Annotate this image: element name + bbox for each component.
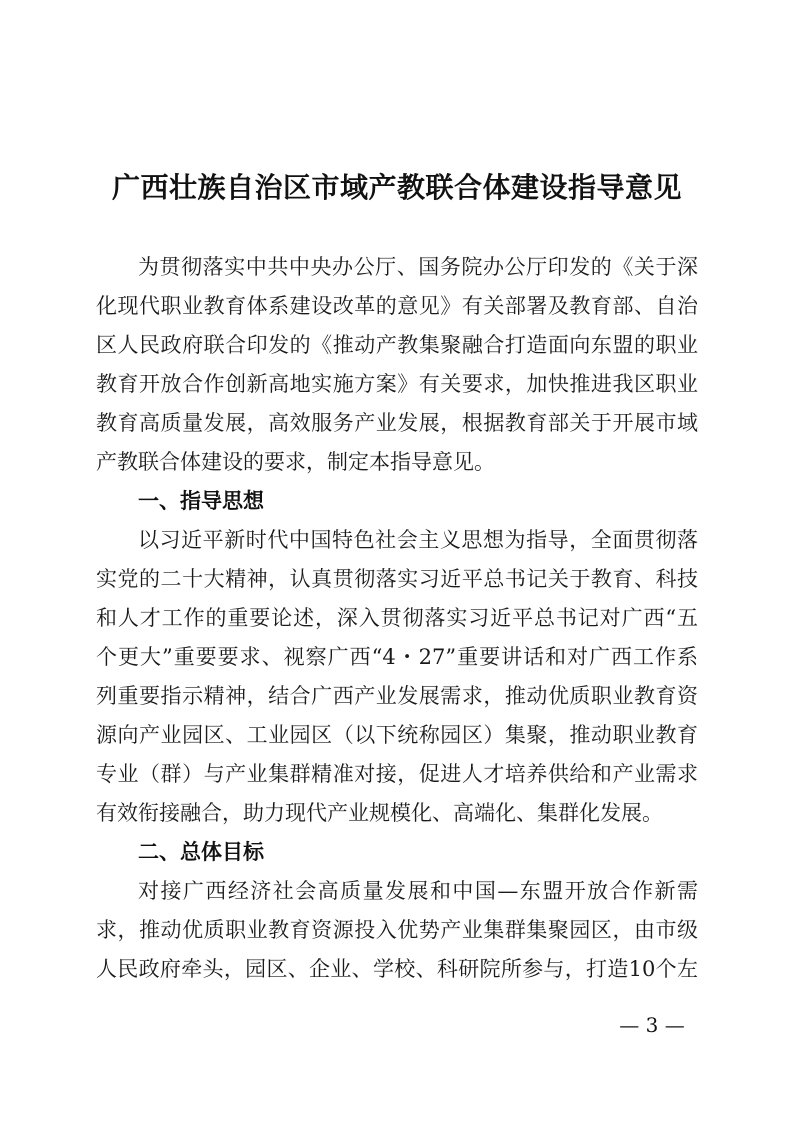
paragraph-line: 实党的二十大精神，认真贯彻落实习近平总书记关于教育、科技 xyxy=(96,567,698,591)
paragraph-line: 源向产业园区、工业园区（以下统称园区）集聚，推动职业教育 xyxy=(96,723,698,747)
paragraph-line: 和人才工作的重要论述，深入贯彻落实习近平总书记对广西“五 xyxy=(96,606,698,630)
paragraph-line: 教育开放合作创新高地实施方案》有关要求，加快推进我区职业 xyxy=(96,372,698,396)
page-number: — 3 — xyxy=(619,1013,685,1037)
document-title: 广西壮族自治区市域产教联合体建设指导意见 xyxy=(111,171,682,204)
section-heading-overall-goals: 二、总体目标 xyxy=(138,840,264,864)
paragraph-line: 人民政府牵头，园区、企业、学校、科研院所参与，打造10个左 xyxy=(96,957,698,981)
paragraph-line: 列重要指示精神，结合广西产业发展需求，推动优质职业教育资 xyxy=(96,684,698,708)
paragraph-line: 个更大”重要要求、视察广西“4・27”重要讲话和对广西工作系 xyxy=(96,645,698,669)
paragraph-line: 以习近平新时代中国特色社会主义思想为指导，全面贯彻落 xyxy=(138,528,698,552)
document-body xyxy=(96,248,698,989)
paragraph-line: 区人民政府联合印发的《推动产教集聚融合打造面向东盟的职业 xyxy=(96,333,698,357)
paragraph-line: 对接广西经济社会高质量发展和中国—东盟开放合作新需 xyxy=(138,879,698,903)
paragraph-line: 求，推动优质职业教育资源投入优势产业集群集聚园区，由市级 xyxy=(96,918,698,942)
paragraph-line: 化现代职业教育体系建设改革的意见》有关部署及教育部、自治 xyxy=(96,294,698,318)
paragraph-line: 专业（群）与产业集群精准对接，促进人才培养供给和产业需求 xyxy=(96,762,698,786)
section-heading-guiding-ideology: 一、指导思想 xyxy=(138,489,264,513)
paragraph-line: 有效衔接融合，助力现代产业规模化、高端化、集群化发展。 xyxy=(96,801,663,825)
paragraph-line: 产教联合体建设的要求，制定本指导意见。 xyxy=(96,450,495,474)
paragraph-line: 教育高质量发展，高效服务产业发展，根据教育部关于开展市域 xyxy=(96,411,698,435)
paragraph-line: 为贯彻落实中共中央办公厅、国务院办公厅印发的《关于深 xyxy=(138,255,698,279)
